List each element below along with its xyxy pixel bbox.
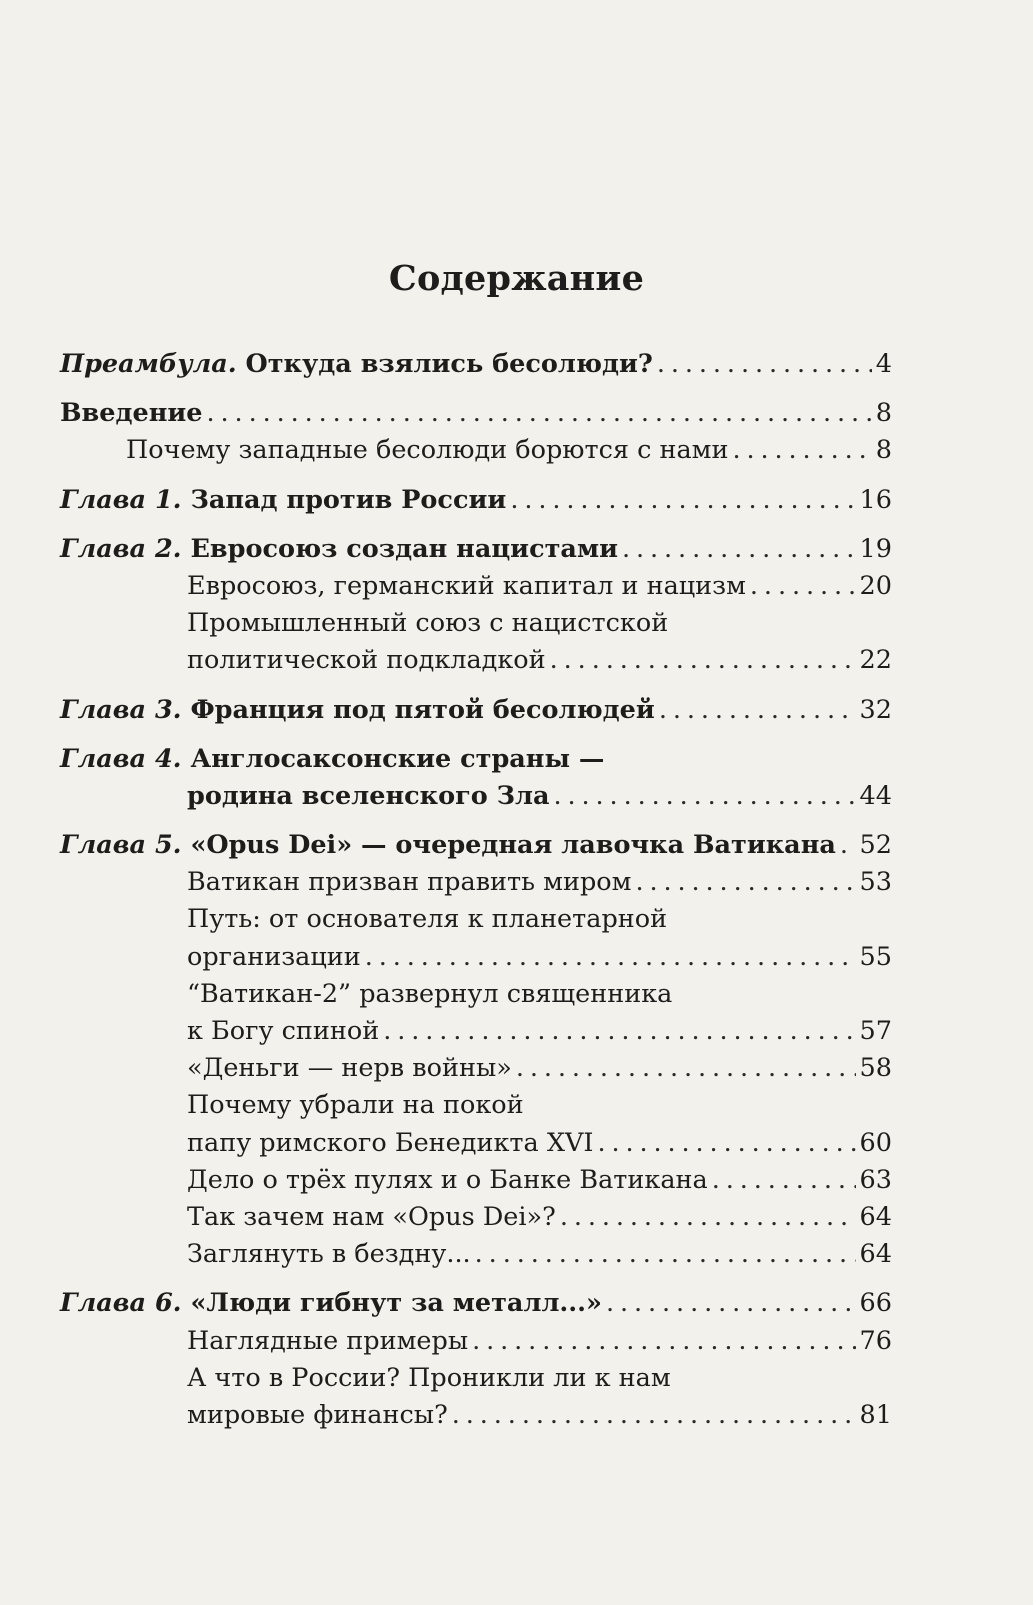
toc-line — [60, 976, 892, 1013]
toc-line — [60, 1050, 892, 1087]
toc-line — [60, 1199, 892, 1236]
page-number: 4 — [875, 349, 892, 379]
page-number: 19 — [859, 533, 892, 564]
toc-entry — [60, 741, 892, 815]
dot-leader — [207, 395, 872, 432]
dot-leader — [606, 1285, 856, 1322]
toc-entry — [60, 531, 892, 680]
dot-leader — [733, 432, 872, 469]
toc-line — [60, 432, 892, 469]
dot-leader — [840, 827, 856, 864]
toc-line — [60, 642, 892, 679]
toc-entry — [60, 692, 892, 729]
page-number: 57 — [859, 1016, 892, 1046]
toc-line-text: Англосаксонские страны — — [190, 743, 605, 774]
toc-entry — [60, 482, 892, 519]
table-of-contents — [60, 346, 892, 1446]
toc-line-text: А что в России? Проникли ли к нам — [187, 1362, 671, 1393]
page-number: 60 — [859, 1127, 892, 1158]
toc-line-text: Дело о трёх пулях и о Банке Ватикана — [187, 1164, 708, 1195]
toc-line — [60, 1162, 892, 1199]
toc-line — [60, 1087, 892, 1124]
dot-leader — [510, 482, 855, 519]
toc-line-text: Почему убрали на покой — [187, 1090, 524, 1121]
toc-line-text: папу римского Бенедикта XVI — [187, 1127, 594, 1158]
toc-line-text: Заглянуть в бездну... — [187, 1239, 471, 1270]
page-number: 64 — [859, 1239, 892, 1270]
chapter-label: Преамбула. — [60, 349, 237, 379]
toc-line — [60, 864, 892, 901]
dot-leader — [597, 1125, 855, 1162]
toc-line — [60, 778, 892, 815]
toc-chapter-line — [60, 346, 892, 383]
page-number: 76 — [859, 1325, 892, 1356]
page-number: 20 — [859, 570, 892, 601]
chapter-label: Глава 4. — [60, 743, 182, 774]
dot-leader — [560, 1199, 856, 1236]
page-number: 55 — [859, 941, 892, 972]
page-number: 81 — [859, 1399, 892, 1430]
dot-leader — [516, 1050, 856, 1087]
dot-leader — [635, 864, 855, 901]
toc-line-text: Евросоюз создан нацистами — [190, 533, 619, 564]
toc-line-text: Почему западные бесолюди борются с нами — [126, 435, 729, 466]
page-number: 53 — [859, 867, 892, 898]
toc-line — [60, 1360, 892, 1397]
toc-line — [60, 901, 892, 938]
chapter-label: Глава 1. — [60, 484, 182, 515]
dot-leader — [452, 1397, 856, 1434]
toc-line-text: Евросоюз, германский капитал и нацизм — [187, 570, 746, 601]
toc-line — [60, 1013, 892, 1050]
toc-line-text: родина вселенского Зла — [187, 780, 550, 811]
toc-line — [60, 1323, 892, 1360]
dot-leader — [750, 568, 856, 605]
toc-line — [60, 395, 892, 432]
toc-chapter-line — [60, 1285, 892, 1322]
page-number: 16 — [859, 484, 892, 515]
toc-line-text: «Деньги — нерв войны» — [187, 1053, 512, 1084]
toc-line-text: к Богу спиной — [187, 1016, 380, 1046]
toc-entry — [60, 827, 892, 1273]
toc-line-text: Введение — [60, 398, 203, 429]
toc-chapter-line — [60, 741, 892, 778]
toc-line-text: организации — [187, 941, 361, 972]
dot-leader — [712, 1162, 856, 1199]
toc-line-text: Так зачем нам «Opus Dei»? — [187, 1201, 556, 1232]
toc-entry — [60, 346, 892, 383]
dot-leader — [383, 1013, 855, 1050]
toc-line-text: Наглядные примеры — [187, 1325, 469, 1356]
toc-line — [60, 605, 892, 642]
toc-entry — [60, 1285, 892, 1434]
toc-line-text: политической подкладкой — [187, 645, 546, 676]
page-number: 32 — [859, 694, 892, 725]
page-number: 64 — [859, 1201, 892, 1232]
toc-line — [60, 1397, 892, 1434]
toc-line — [60, 939, 892, 976]
toc-line — [60, 1125, 892, 1162]
toc-chapter-line — [60, 482, 892, 519]
toc-line — [60, 568, 892, 605]
toc-line-text: мировые финансы? — [187, 1399, 448, 1430]
toc-chapter-line — [60, 531, 892, 568]
chapter-label: Глава 6. — [60, 1288, 182, 1319]
page-number: 22 — [859, 645, 892, 676]
chapter-label: Глава 3. — [60, 694, 182, 725]
toc-line-text: «Opus Dei» — очередная лавочка Ватикана — [190, 830, 836, 861]
toc-line-text: Путь: от основателя к планетарной — [187, 904, 668, 935]
toc-chapter-line — [60, 692, 892, 729]
page-number: 58 — [859, 1053, 892, 1084]
dot-leader — [554, 778, 856, 815]
page-number: 8 — [875, 435, 892, 466]
toc-line-text: Откуда взялись бесолюди? — [245, 349, 653, 379]
toc-entry — [60, 395, 892, 469]
page-number: 8 — [875, 398, 892, 429]
page-number: 44 — [859, 780, 892, 811]
page-title: Содержание — [388, 258, 645, 299]
dot-leader — [550, 642, 856, 679]
page-number: 63 — [859, 1164, 892, 1195]
page-number: 52 — [859, 830, 892, 861]
dot-leader — [622, 531, 856, 568]
dot-leader — [472, 1323, 855, 1360]
dot-leader — [365, 939, 856, 976]
dot-leader — [475, 1236, 856, 1273]
toc-line-text: Франция под пятой бесолюдей — [190, 694, 655, 725]
toc-chapter-line — [60, 827, 892, 864]
toc-line-text: Ватикан призван править миром — [187, 867, 632, 898]
toc-line — [60, 1236, 892, 1273]
page-number: 66 — [859, 1288, 892, 1319]
toc-line-text: Запад против России — [190, 484, 507, 515]
chapter-label: Глава 2. — [60, 533, 182, 564]
dot-leader — [657, 346, 872, 383]
toc-line-text: «Люди гибнут за металл...» — [190, 1288, 602, 1319]
dot-leader — [659, 692, 856, 729]
toc-line-text: Промышленный союз с нацистской — [187, 608, 669, 639]
chapter-label: Глава 5. — [60, 830, 182, 861]
toc-line-text: “Ватикан-2” развернул священника — [187, 978, 673, 1009]
